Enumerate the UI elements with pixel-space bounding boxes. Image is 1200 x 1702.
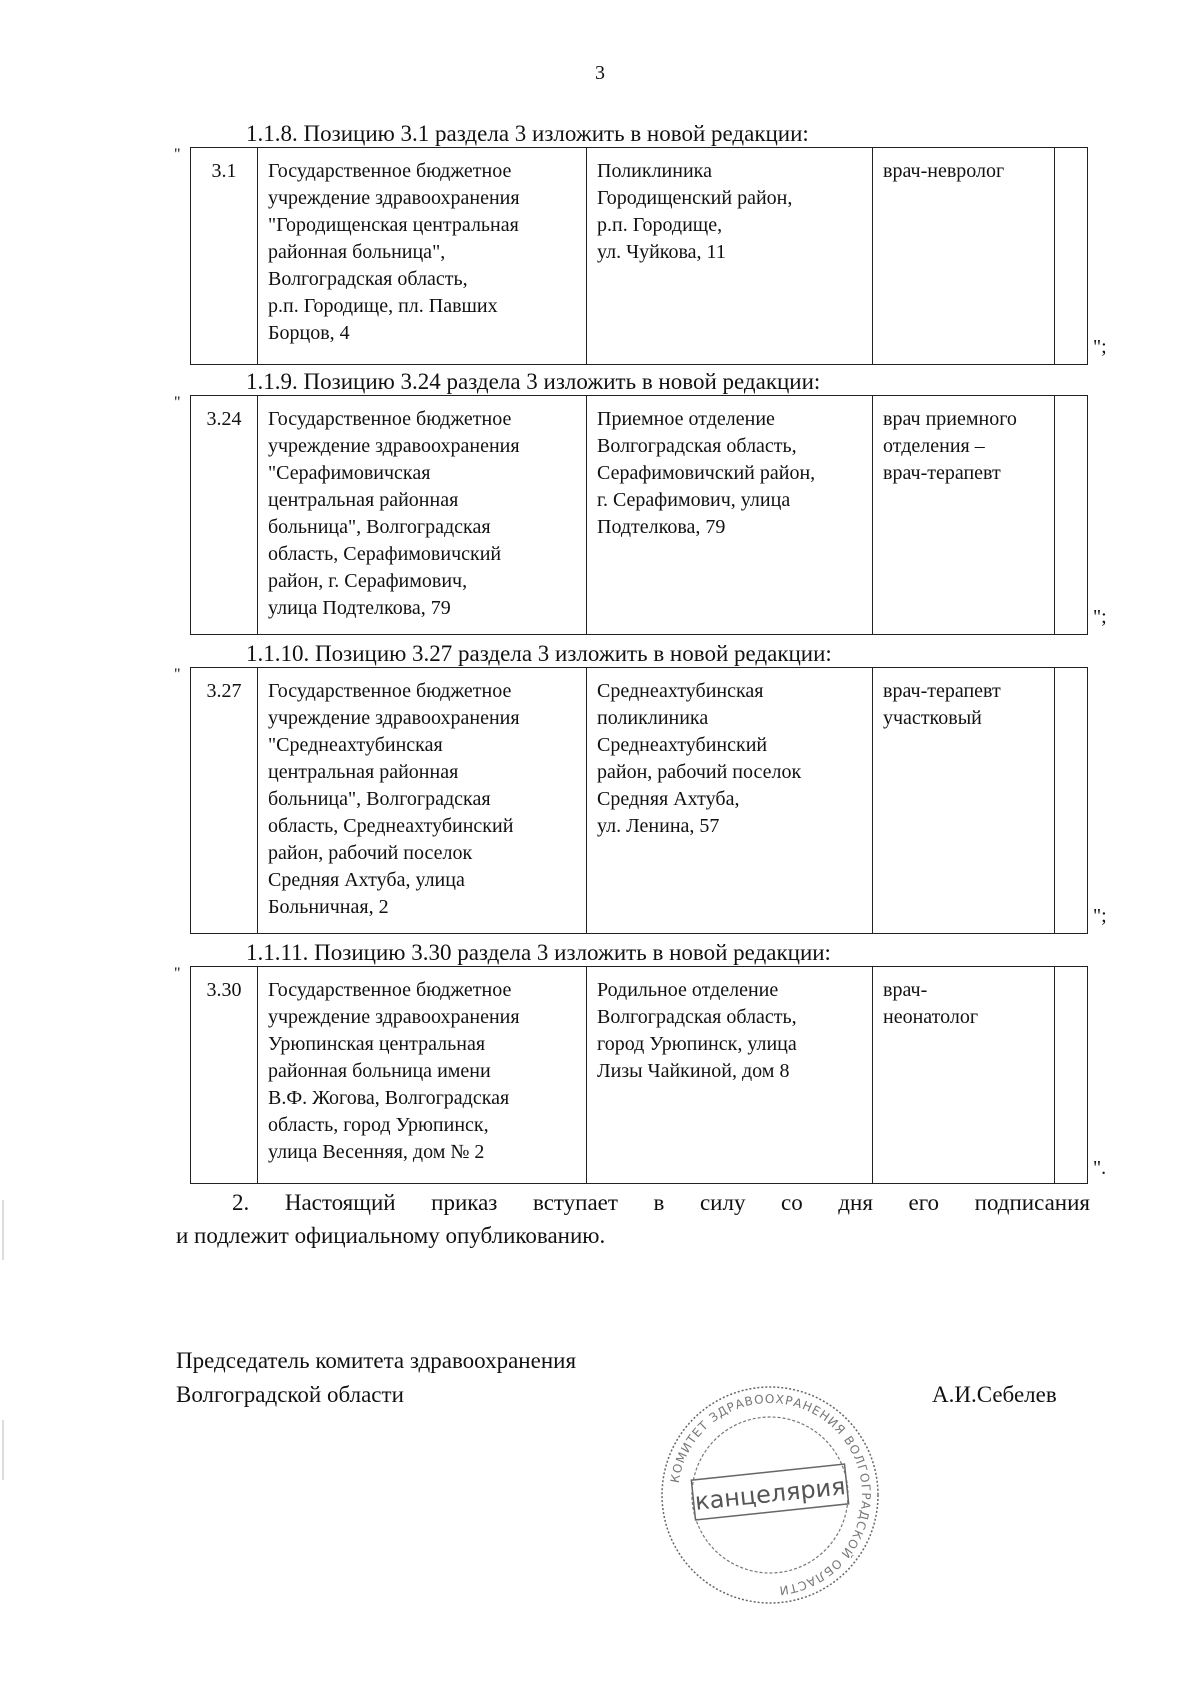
page-number: 3	[595, 62, 605, 84]
department-cell	[586, 667, 873, 934]
open-quote: "	[174, 146, 181, 163]
department-cell	[586, 395, 873, 635]
department-line: Городищенский район,	[597, 187, 793, 209]
department-line: поликлиника	[597, 707, 709, 729]
department-line: Волгоградская область,	[597, 1006, 797, 1028]
department-line: Лизы Чайкиной, дом 8	[597, 1060, 790, 1082]
section-heading-1-1-8: 1.1.8. Позицию 3.1 раздела 3 изложить в новой редакции:	[246, 121, 809, 146]
department-line: р.п. Городище,	[597, 214, 723, 236]
department-line: Среднеахтубинская	[597, 680, 764, 702]
department-line: Средняя Ахтуба,	[597, 788, 740, 810]
position-number: 3.30	[206, 979, 242, 1001]
institution-line: Государственное бюджетное	[268, 979, 512, 1001]
doctor-position-line: врач приемного	[883, 408, 1017, 430]
institution-line: учреждение здравоохранения	[268, 435, 520, 457]
institution-line: Больничная, 2	[268, 896, 389, 918]
doctor-position-cell	[872, 966, 1055, 1184]
paragraph-2	[176, 1186, 1090, 1252]
institution-line: "Городищенская центральная	[268, 214, 519, 236]
section-heading-1-1-11: 1.1.11. Позицию 3.30 раздела 3 изложить в новой редакции:	[246, 940, 831, 965]
institution-line: улица Подтелкова, 79	[268, 597, 451, 619]
paragraph-2-line-1: 2. Настоящий приказ вступает в силу со дня его подписания	[232, 1190, 1090, 1215]
open-quote: "	[174, 394, 181, 411]
doctor-position-line: врач-	[883, 979, 928, 1001]
institution-line: область, Среднеахтубинский	[268, 815, 514, 837]
position-number-cell	[190, 395, 258, 635]
position-number: 3.24	[206, 408, 242, 430]
position-number: 3.1	[211, 160, 237, 182]
svg-text:канцелярия: канцелярия	[693, 1472, 847, 1516]
institution-line: улица Весенняя, дом № 2	[268, 1141, 485, 1163]
department-line: Родильное отделение	[597, 979, 779, 1001]
institution-line: Средняя Ахтуба, улица	[268, 869, 465, 891]
institution-line: "Серафимовичская	[268, 462, 431, 484]
institution-line: Государственное бюджетное	[268, 160, 512, 182]
svg-text:КОМИТЕТ ЗДРАВООХРАНЕНИЯ ВОЛГОГ: КОМИТЕТ ЗДРАВООХРАНЕНИЯ ВОЛГОГРАДСКОЙ ОБЛАСТИ	[667, 1391, 874, 1598]
department-cell	[586, 147, 873, 365]
doctor-position-line: врач-терапевт	[883, 462, 1001, 484]
doctor-position-cell	[872, 395, 1055, 635]
department-line: Приемное отделение	[597, 408, 775, 430]
institution-line: район, г. Серафимович,	[268, 570, 468, 592]
signatory-title-line-1: Председатель комитета здравоохранения	[176, 1348, 577, 1373]
empty-cell	[1054, 395, 1088, 635]
institution-line: Государственное бюджетное	[268, 408, 512, 430]
department-line: Поликлиника	[597, 160, 712, 182]
doctor-position-line: отделения –	[883, 435, 985, 457]
empty-cell	[1054, 667, 1088, 934]
institution-line: районная больница имени	[268, 1060, 491, 1082]
institution-line: р.п. Городище, пл. Павших	[268, 295, 498, 317]
institution-cell	[257, 667, 587, 934]
institution-line: районная больница",	[268, 241, 446, 263]
position-number: 3.27	[206, 680, 242, 702]
doctor-position-line: врач-невролог	[883, 160, 1005, 182]
institution-line: учреждение здравоохранения	[268, 707, 520, 729]
institution-line: центральная районная	[268, 761, 459, 783]
institution-line: учреждение здравоохранения	[268, 1006, 520, 1028]
doctor-position-line: неонатолог	[883, 1006, 979, 1028]
institution-cell	[257, 147, 587, 365]
close-quote: ";	[1093, 606, 1107, 628]
institution-line: Урюпинская центральная	[268, 1033, 486, 1055]
close-quote: ";	[1093, 905, 1107, 927]
doctor-position-cell	[872, 667, 1055, 934]
institution-line: Государственное бюджетное	[268, 680, 512, 702]
institution-line: учреждение здравоохранения	[268, 187, 520, 209]
institution-line: "Среднеахтубинская	[268, 734, 443, 756]
position-number-cell	[190, 147, 258, 365]
institution-line: область, город Урюпинск,	[268, 1114, 489, 1136]
institution-line: больница", Волгоградская	[268, 516, 491, 538]
section-heading-1-1-9: 1.1.9. Позицию 3.24 раздела 3 изложить в новой редакции:	[246, 369, 821, 394]
institution-line: Волгоградская область,	[268, 268, 468, 290]
scan-edge-marks	[0, 0, 6, 1696]
signatory-title	[176, 1344, 576, 1412]
institution-line: больница", Волгоградская	[268, 788, 491, 810]
department-line: Среднеахтубинский	[597, 734, 768, 756]
section-heading-1-1-10: 1.1.10. Позицию 3.27 раздела 3 изложить в новой редакции:	[246, 641, 832, 666]
institution-cell	[257, 966, 587, 1184]
office-stamp	[655, 1380, 885, 1610]
empty-cell	[1054, 966, 1088, 1184]
department-line: г. Серафимович, улица	[597, 489, 791, 511]
open-quote: "	[174, 666, 181, 683]
signatory-name: А.И.Себелев	[932, 1382, 1057, 1407]
doctor-position-cell	[872, 147, 1055, 365]
department-line: ул. Чуйкова, 11	[597, 241, 726, 263]
department-line: Серафимовичский район,	[597, 462, 816, 484]
paragraph-2-line-2: и подлежит официальному опубликованию.	[176, 1223, 606, 1248]
department-line: город Урюпинск, улица	[597, 1033, 797, 1055]
open-quote: "	[174, 965, 181, 982]
department-cell	[586, 966, 873, 1184]
department-line: Волгоградская область,	[597, 435, 797, 457]
department-line: район, рабочий поселок	[597, 761, 802, 783]
position-number-cell	[190, 667, 258, 934]
institution-cell	[257, 395, 587, 635]
position-number-cell	[190, 966, 258, 1184]
institution-line: центральная районная	[268, 489, 459, 511]
signatory-title-line-2: Волгоградской области	[176, 1382, 404, 1407]
close-quote: ".	[1093, 1157, 1107, 1179]
department-line: Подтелкова, 79	[597, 516, 726, 538]
institution-line: область, Серафимовичский	[268, 543, 502, 565]
doctor-position-line: участковый	[883, 707, 982, 729]
institution-line: В.Ф. Жогова, Волгоградская	[268, 1087, 510, 1109]
doctor-position-line: врач-терапевт	[883, 680, 1001, 702]
institution-line: район, рабочий поселок	[268, 842, 473, 864]
close-quote: ";	[1093, 336, 1107, 358]
institution-line: Борцов, 4	[268, 322, 350, 344]
empty-cell	[1054, 147, 1088, 365]
department-line: ул. Ленина, 57	[597, 815, 720, 837]
